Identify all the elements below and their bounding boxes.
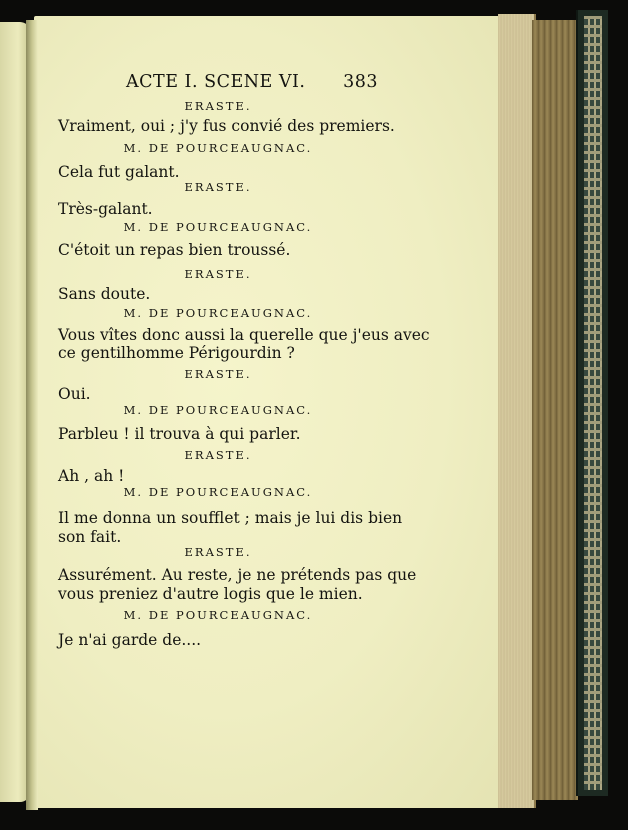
- dialogue-line: Ah , ah !: [58, 467, 125, 485]
- speaker-pourceaugnac: M. DE POURCEAUGNAC.: [123, 306, 313, 320]
- speaker-eraste: ERASTE.: [184, 448, 252, 462]
- dialogue-line: Je n'ai garde de....: [58, 631, 202, 649]
- dialogue-line: Oui.: [58, 385, 91, 403]
- cover-edge: [532, 20, 578, 800]
- dialogue-line: Assurément. Au reste, je ne prétends pas que: [58, 566, 417, 584]
- dialogue-line: ce gentilhomme Périgourdin ?: [58, 344, 295, 362]
- dialogue-line: vous preniez d'autre logis que le mien.: [58, 585, 363, 603]
- speaker-eraste: ERASTE.: [184, 99, 252, 113]
- dialogue-line: Sans doute.: [58, 285, 151, 303]
- dialogue-line: Cela fut galant.: [58, 163, 180, 181]
- speaker-pourceaugnac: M. DE POURCEAUGNAC.: [123, 403, 313, 417]
- speaker-pourceaugnac: M. DE POURCEAUGNAC.: [123, 608, 313, 622]
- speaker-pourceaugnac: M. DE POURCEAUGNAC.: [123, 485, 313, 499]
- speaker-eraste: ERASTE.: [184, 367, 252, 381]
- book-spine: [576, 10, 608, 796]
- dialogue-line: Vous vîtes donc aussi la querelle que j'eus avec: [58, 326, 430, 344]
- dialogue-line: Il me donna un soufflet ; mais je lui dis bien: [58, 509, 403, 527]
- speaker-pourceaugnac: M. DE POURCEAUGNAC.: [123, 141, 313, 155]
- page-number: 383: [343, 72, 378, 92]
- dialogue-line: Très-galant.: [58, 200, 153, 218]
- speaker-eraste: ERASTE.: [184, 267, 252, 281]
- page-edges: [498, 14, 536, 808]
- spine-greek-key-pattern: [584, 16, 602, 790]
- speaker-pourceaugnac: M. DE POURCEAUGNAC.: [123, 220, 313, 234]
- dialogue-line: Vraiment, oui ; j'y fus convié des premiers.: [58, 117, 395, 135]
- dialogue-line: son fait.: [58, 528, 122, 546]
- dialogue-line: Parbleu ! il trouva à qui parler.: [58, 425, 301, 443]
- dialogue-line: C'étoit un repas bien troussé.: [58, 241, 291, 259]
- speaker-eraste: ERASTE.: [184, 180, 252, 194]
- speaker-eraste: ERASTE.: [184, 545, 252, 559]
- book-gutter: [26, 20, 38, 810]
- header-title: ACTE I. SCENE VI.: [126, 72, 306, 92]
